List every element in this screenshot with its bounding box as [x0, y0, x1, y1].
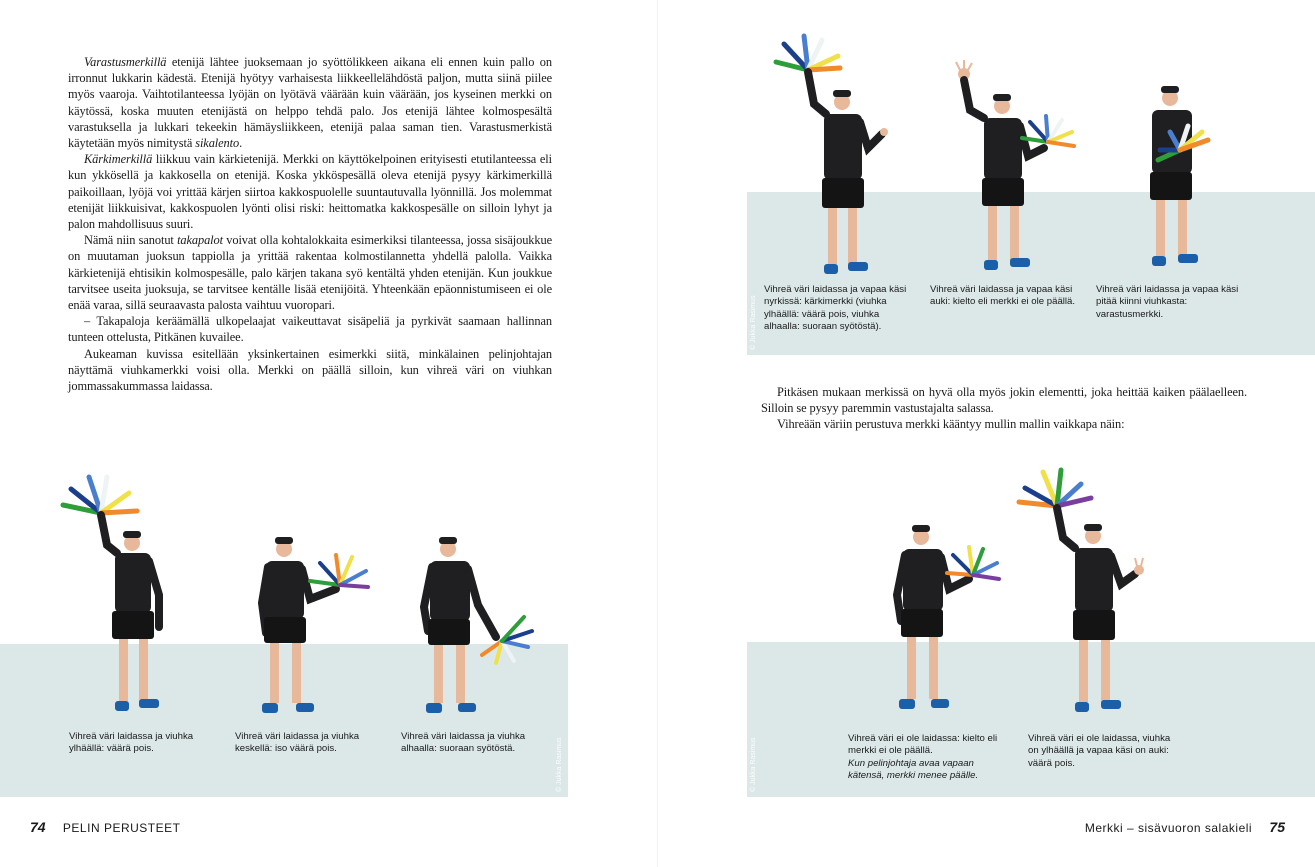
left-body-text: [68, 54, 552, 394]
page-number: 75: [1269, 819, 1285, 835]
caption-no-green: Vihreä väri ei ole laidassa: kielto eli merkki ei ole päällä. Kun pelinjohtaja avaa vapaan kätensä, merkki menee päälle.: [848, 733, 1004, 783]
right-page: [658, 0, 1315, 867]
caption-open-hand: Vihreä väri laidassa ja vapaa käsi auki: kielto eli merkki ei ole päällä.: [930, 284, 1076, 308]
photo-credit-top: © Jukka Rasimus: [750, 295, 757, 350]
caption-fan-middle: Vihreä väri laidassa ja viuhka keskellä: iso väärä pois.: [235, 731, 360, 755]
right-body-text: [761, 384, 1247, 433]
running-head: PELIN PERUSTEET: [62, 821, 181, 835]
caption-fan-down: Vihreä väri laidassa ja viuhka alhaalla: suoraan syötöstä.: [401, 731, 526, 755]
photo-coach-fan-up-open-hand: [1013, 462, 1153, 720]
paragraph-quote: – Takapaloja keräämällä ulkopelaajat vaikeuttavat sisäpeliä ja pyrkivät saamaan hallinnan tunteen ottelusta, Pitkänen kuvailee.: [68, 314, 552, 345]
running-head: Merkki – sisävuoron salakieli: [1084, 821, 1253, 835]
paragraph-takapalot: Nämä niin sanotut takapalot voivat olla kohtalokkaita esimerkiksi tilanteessa, jossa sisäjoukkue on muutaman juoksun tappiolla ja yrittää rakentaa kolmostilannetta yhdellä palolla. Vaikka kärkietenijä ehtisikin kolmospesälle, palo kärjen takana syö kentältä yhden etenijän. Kun joukkue tarvitsee useita juoksuja, se tarvitsee kentälle lisää etenijöitä. Yhteenkään epäonnistumiseen ei ole enää varaa, sillä seuraavasta palosta vaihtuu vuoropari.: [68, 233, 552, 313]
fan-icon: [776, 36, 840, 70]
photo-credit: © Jukka Rasimus: [556, 737, 563, 792]
paragraph-aukeama: Aukeaman kuvissa esitellään yksinkertainen esimerkki siitä, minkälainen pelinjohtajan näyttämä viuhkamerkki voisi olla. Merkki on päällä silloin, kun vihreä väri on viuhkan jommassakummassa laidassa.: [68, 346, 552, 394]
left-page: [0, 0, 657, 867]
photo-coach-fist: [768, 30, 898, 280]
photo-coach-holding-fan: [1128, 86, 1228, 280]
photo-coach-fan-middle: [240, 535, 380, 727]
paragraph-karkimerkki: Kärkimerkillä liikkuu vain kärkietenijä. Merkki on käyttökelpoinen erityisesti etutilanteessa eli kun ykkösellä ja kakkosella on etenijä. Koska ykköspesällä oleva etenijä pysyy kärkimerkillä paikoillaan, lyöjä voi yrittää kärjen siirtoa kakkospuolelle suuntautuvalla lyönnillä. Jos molemmat etenijät liikkuisivat, kakkospuolen lyönti olisi riski: heittomatka kakkospesälle on silloin lyhyt ja palon mahdollisuus suuri.: [68, 152, 552, 232]
fan-icon: [310, 555, 368, 587]
photo-coach-fan-no-green: [883, 525, 1013, 721]
caption-no-green-italic: Kun pelinjohtaja avaa vapaan kätensä, merkki menee päälle.: [848, 757, 979, 782]
paragraph-pitkanen: Pitkäsen mukaan merkissä on hyvä olla myös jokin elementti, joka heittää kaiken päälaelleen. Silloin se pysyy paremmin vastustajalta salassa.: [761, 385, 1247, 416]
photo-credit-bottom: © Jukka Rasimus: [750, 737, 757, 792]
caption-fan-up: Vihreä väri laidassa ja viuhka ylhäällä: väärä pois.: [69, 731, 194, 755]
fan-icon: [947, 547, 999, 579]
page-number: 74: [30, 819, 46, 835]
left-footer: [30, 819, 180, 835]
caption-fist: Vihreä väri laidassa ja vapaa käsi nyrkissä: kärkimerkki (viuhka ylhäällä: väärä pois, viuhka alhaalla: suoraan syötöstä).: [764, 284, 907, 333]
caption-holding-fan: Vihreä väri laidassa ja vapaa käsi pitää kiinni viuhkasta: varastusmerkki.: [1096, 284, 1239, 320]
fan-icon: [1019, 470, 1091, 506]
fan-icon: [1022, 116, 1074, 146]
paragraph-varastusmerkki: Varastusmerkillä etenijä lähtee juoksemaan jo syöttölikkeen aikana eli ennen kuin pallo on irronnut lukkarin kädestä. Etenijä hyötyy varhaisesta liikkeellelähdöstä paljon, mutta siinä piilee myös vaaroja. Vaihtotilanteessa lyöjän on lyötävä väärään kuin väärään, jos kyseinen merkki on käytössä, koska muuten etenijästä on helppo tehdä palo. Jos etenijä lähtee kolmospesältä varastuksella ja lukkari tekeekin hämäysliikkeen, etenijä palaa saman tien. Varastusmerkistä käytetään myös nimitystä sikalento.: [68, 55, 552, 151]
fan-icon: [63, 477, 137, 513]
photo-coach-open-hand: [948, 60, 1088, 280]
photo-coach-fan-up: [55, 465, 185, 727]
paragraph-vihrea: Vihreään väriin perustuva merkki kääntyy mullin mallin vaikkapa näin:: [777, 417, 1125, 432]
open-hand-icon: [1134, 558, 1144, 575]
photo-coach-fan-down: [410, 535, 550, 727]
right-footer: [1085, 819, 1285, 835]
caption-fan-up-open-hand: Vihreä väri ei ole laidassa, viuhka on ylhäällä ja vapaa käsi on auki: väärä pois.: [1028, 733, 1171, 769]
